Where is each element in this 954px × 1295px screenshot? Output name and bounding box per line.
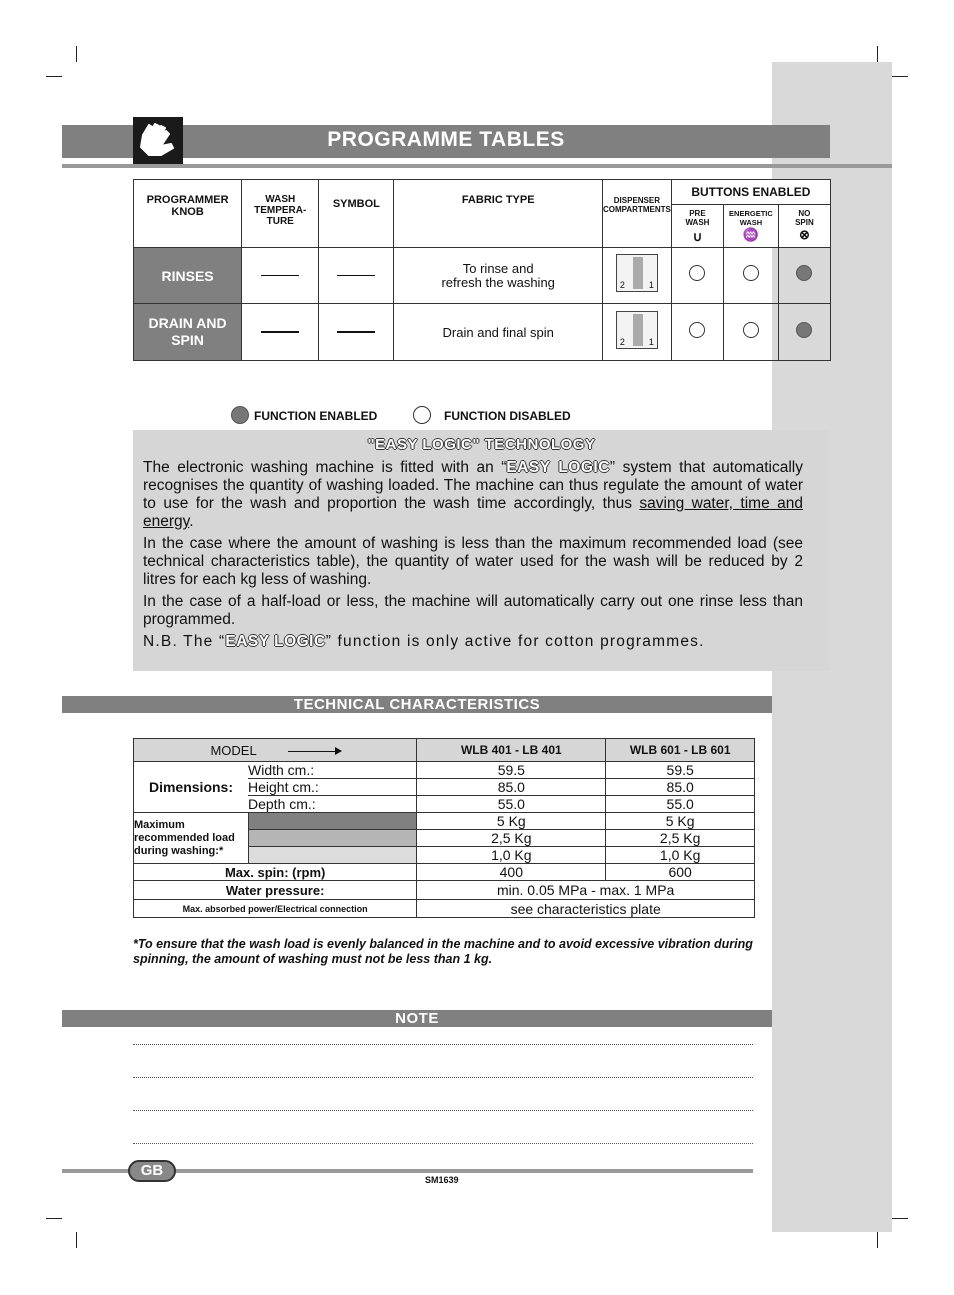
energetic-wash-icon: ♒ [742, 227, 760, 242]
dispenser-cell [602, 304, 671, 361]
dispenser-icon: 2 1 [616, 311, 658, 349]
table-row [134, 813, 755, 830]
height-label: Height cm.: [248, 779, 417, 796]
header-prewash: PRE WASH ∪ [671, 205, 723, 248]
crop-mark [892, 1218, 908, 1219]
arrow-right-icon [288, 751, 340, 752]
state-circle-0-0 [689, 265, 705, 281]
dispenser-icon: 2 1 [616, 254, 658, 292]
crop-mark [877, 1232, 878, 1248]
prewash-icon: ∪ [692, 229, 703, 244]
tech-table [133, 738, 755, 918]
dash-mark [337, 275, 375, 277]
height-2: 85.0 [606, 779, 755, 796]
state-circle-0-1 [743, 265, 759, 281]
header-buttons: BUTTONS ENABLED [671, 180, 830, 205]
width-label: Width cm.: [248, 762, 417, 779]
header-knob: PROGRAMMER KNOB [134, 180, 242, 248]
page-title: PROGRAMME TABLES [327, 128, 565, 151]
dash-mark [261, 275, 299, 277]
crop-mark [46, 1218, 62, 1219]
header-fabric: FABRIC TYPE [394, 180, 603, 248]
dash-mark [337, 331, 375, 333]
load-swatch-min [248, 847, 417, 864]
table-row [134, 248, 831, 304]
row-label-drain-and-spin: DRAIN AND SPIN [134, 304, 242, 361]
prewash-state [671, 248, 723, 304]
legend-enabled: FUNCTION ENABLED [254, 409, 378, 423]
table-row [134, 762, 755, 779]
easy-logic-paragraph-3: In the case of a half-load or less, the machine will automatically carry out one rinse less than programmed. [143, 593, 803, 628]
power-label: Max. absorbed power/Electrical connection [134, 900, 417, 918]
spin-label: Max. spin: (rpm) [134, 864, 417, 881]
note-line [133, 1143, 753, 1144]
load-2: 1,0 Kg [606, 847, 755, 864]
symbol-cell [319, 248, 394, 304]
state-circle-1-1 [743, 322, 759, 338]
table-row [134, 864, 755, 881]
water-pressure-value: min. 0.05 MPa - max. 1 MPa [417, 881, 755, 900]
header-divider [62, 164, 892, 168]
model-2: WLB 601 - LB 601 [606, 739, 755, 762]
header-energetic: ENERGETIC WASH ♒ [724, 205, 779, 248]
header-nospin: NO SPIN ⊗ [778, 205, 830, 248]
no-spin-icon: ⊗ [798, 227, 810, 242]
easy-logic-box [133, 430, 830, 671]
disabled-legend-icon [413, 406, 431, 424]
depth-2: 55.0 [606, 796, 755, 813]
load-1: 5 Kg [417, 813, 606, 830]
header-temp: WASH TEMPERA- TURE [242, 180, 319, 248]
table-row [134, 739, 755, 762]
note-line [133, 1110, 753, 1111]
energetic-state [724, 248, 779, 304]
crop-mark [892, 76, 908, 77]
depth-1: 55.0 [417, 796, 606, 813]
fabric-cell: Drain and final spin [394, 304, 603, 361]
dispenser-cell [602, 248, 671, 304]
programme-table [133, 179, 831, 361]
temp-cell [242, 248, 319, 304]
load-1: 2,5 Kg [417, 830, 606, 847]
power-value: see characteristics plate [417, 900, 755, 918]
header-symbol: SYMBOL [319, 180, 394, 248]
note-line [133, 1077, 753, 1078]
crop-mark [46, 76, 62, 77]
state-circle-0-2 [796, 265, 812, 281]
tech-section-title: TECHNICAL CHARACTERISTICS [62, 696, 772, 713]
spin-2: 600 [606, 864, 755, 881]
nospin-state [778, 304, 830, 361]
nospin-state [778, 248, 830, 304]
tech-footnote: *To ensure that the wash load is evenly balanced in the machine and to avoid excessive vibration during spinning, the amount of washing must not be less than 1 kg. [133, 937, 753, 966]
note-line [133, 1044, 753, 1045]
easy-logic-title: "EASY LOGIC" TECHNOLOGY [367, 436, 596, 453]
depth-label: Depth cm.: [248, 796, 417, 813]
easy-logic-paragraph-1: The electronic washing machine is fitted with an “EASY LOGIC” system that automatically recognises the quantity of washing loaded. The machine can thus regulate the amount of water to use for the wash and proportion the wash time accordingly, thus saving water, time and energy. [143, 459, 804, 530]
crop-mark [76, 46, 77, 62]
model-label-cell: MODEL [134, 739, 417, 762]
header-dispenser: DISPENSER COMPARTMENTS [602, 180, 671, 248]
model-1: WLB 401 - LB 401 [417, 739, 606, 762]
height-1: 85.0 [417, 779, 606, 796]
spin-1: 400 [417, 864, 606, 881]
state-circle-1-0 [689, 322, 705, 338]
width-2: 59.5 [606, 762, 755, 779]
row-label-rinses: RINSES [134, 248, 242, 304]
easy-logic-paragraph-2: In the case where the amount of washing is less than the maximum recommended load (see technical characteristics table), the quantity of water used for the wash will be reduced by 2 litres for each kg less of washing. [143, 535, 803, 588]
prewash-state [671, 304, 723, 361]
width-1: 59.5 [417, 762, 606, 779]
load-swatch-half [248, 830, 417, 847]
table-row [134, 900, 755, 918]
water-pressure-label: Water pressure: [134, 881, 417, 900]
load-2: 2,5 Kg [606, 830, 755, 847]
fabric-cell: To rinse and refresh the washing [394, 248, 603, 304]
legend-disabled: FUNCTION DISABLED [444, 409, 571, 423]
load-1: 1,0 Kg [417, 847, 606, 864]
table-row [134, 304, 831, 361]
crop-mark [76, 1232, 77, 1248]
language-badge: GB [128, 1160, 176, 1182]
easy-logic-paragraph-4: N.B. The “EASY LOGIC” function is only active for cotton programmes. [143, 633, 705, 650]
enabled-legend-icon [231, 406, 249, 424]
note-section-title: NOTE [62, 1010, 772, 1027]
load-2: 5 Kg [606, 813, 755, 830]
symbol-cell [319, 304, 394, 361]
document-code: SM1639 [425, 1175, 459, 1185]
max-load-label: Maximum recommended load during washing:* [134, 813, 249, 864]
table-row [134, 881, 755, 900]
energetic-state [724, 304, 779, 361]
dimensions-label: Dimensions: [134, 762, 249, 813]
load-swatch-full [248, 813, 417, 830]
crop-mark [877, 46, 878, 62]
temp-cell [242, 304, 319, 361]
dash-mark [261, 331, 299, 333]
state-circle-1-2 [796, 322, 812, 338]
